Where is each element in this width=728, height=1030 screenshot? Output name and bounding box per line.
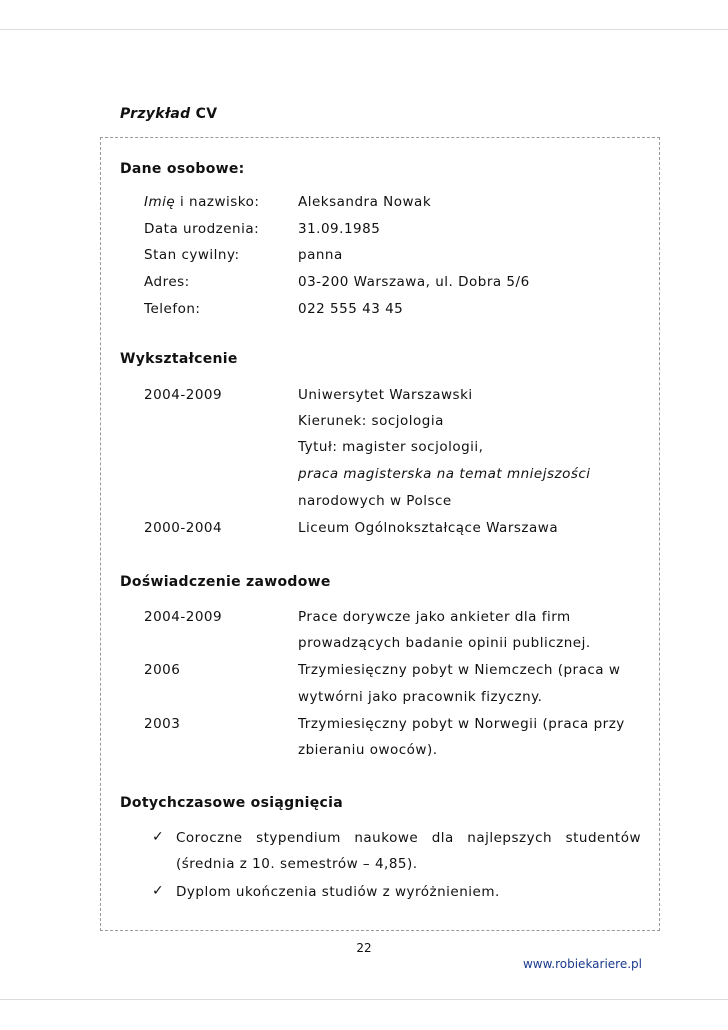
section-heading-achievements: Dotychczasowe osiągnięcia	[120, 795, 343, 811]
section-heading-experience: Doświadczenie zawodowe	[120, 574, 331, 590]
value-phone: 022 555 43 45	[298, 301, 404, 317]
label-marital-status: Stan cywilny:	[144, 247, 240, 263]
experience-line: Trzymiesięczny pobyt w Niemczech (praca w	[298, 662, 621, 678]
education-line: Liceum Ogólnokształcące Warszawa	[298, 520, 559, 536]
label-name-rest: i nazwisko:	[175, 194, 260, 210]
label-address: Adres:	[144, 274, 190, 290]
experience-line: zbieraniu owoców).	[298, 742, 438, 758]
experience-period: 2006	[144, 662, 181, 678]
title-rest: CV	[190, 106, 218, 122]
label-phone: Telefon:	[144, 301, 201, 317]
page-edge-bottom	[0, 999, 728, 1000]
section-heading-education: Wykształcenie	[120, 351, 238, 367]
document-title	[120, 106, 217, 122]
value-birthdate: 31.09.1985	[298, 221, 381, 237]
experience-period: 2004-2009	[144, 609, 223, 625]
experience-line: wytwórni jako pracownik fizyczny.	[298, 689, 543, 705]
achievement-line: (średnia z 10. semestrów – 4,85).	[176, 856, 418, 872]
education-period: 2000-2004	[144, 520, 223, 536]
section-heading-personal: Dane osobowe:	[120, 161, 245, 177]
experience-line: Trzymiesięczny pobyt w Norwegii (praca przy	[298, 716, 625, 732]
checkmark-icon: ✓	[152, 829, 164, 845]
education-line: Tytuł: magister socjologii,	[298, 439, 484, 455]
education-line: Uniwersytet Warszawski	[298, 387, 473, 403]
page-number: 22	[356, 941, 372, 955]
experience-period: 2003	[144, 716, 181, 732]
label-birthdate: Data urodzenia:	[144, 221, 260, 237]
achievement-line: Dyplom ukończenia studiów z wyróżnieniem.	[176, 884, 500, 900]
label-name	[144, 194, 259, 210]
page-edge-top	[0, 29, 728, 30]
value-marital-status: panna	[298, 247, 343, 263]
education-period: 2004-2009	[144, 387, 223, 403]
title-italic: Przykład	[120, 106, 191, 122]
education-line: narodowych w Polsce	[298, 493, 452, 509]
achievement-line: Coroczne stypendium naukowe dla najlepszych studentów	[176, 830, 641, 846]
experience-line: Prace dorywcze jako ankieter dla firm	[298, 609, 571, 625]
education-line: praca magisterska na temat mniejszości	[298, 466, 591, 482]
label-name-italic: Imię	[144, 194, 176, 210]
checkmark-icon: ✓	[152, 883, 164, 899]
value-address: 03-200 Warszawa, ul. Dobra 5/6	[298, 274, 530, 290]
education-line: Kierunek: socjologia	[298, 413, 444, 429]
footer-url[interactable]: www.robiekariere.pl	[522, 957, 642, 971]
experience-line: prowadzących badanie opinii publicznej.	[298, 635, 591, 651]
value-name: Aleksandra Nowak	[298, 194, 432, 210]
